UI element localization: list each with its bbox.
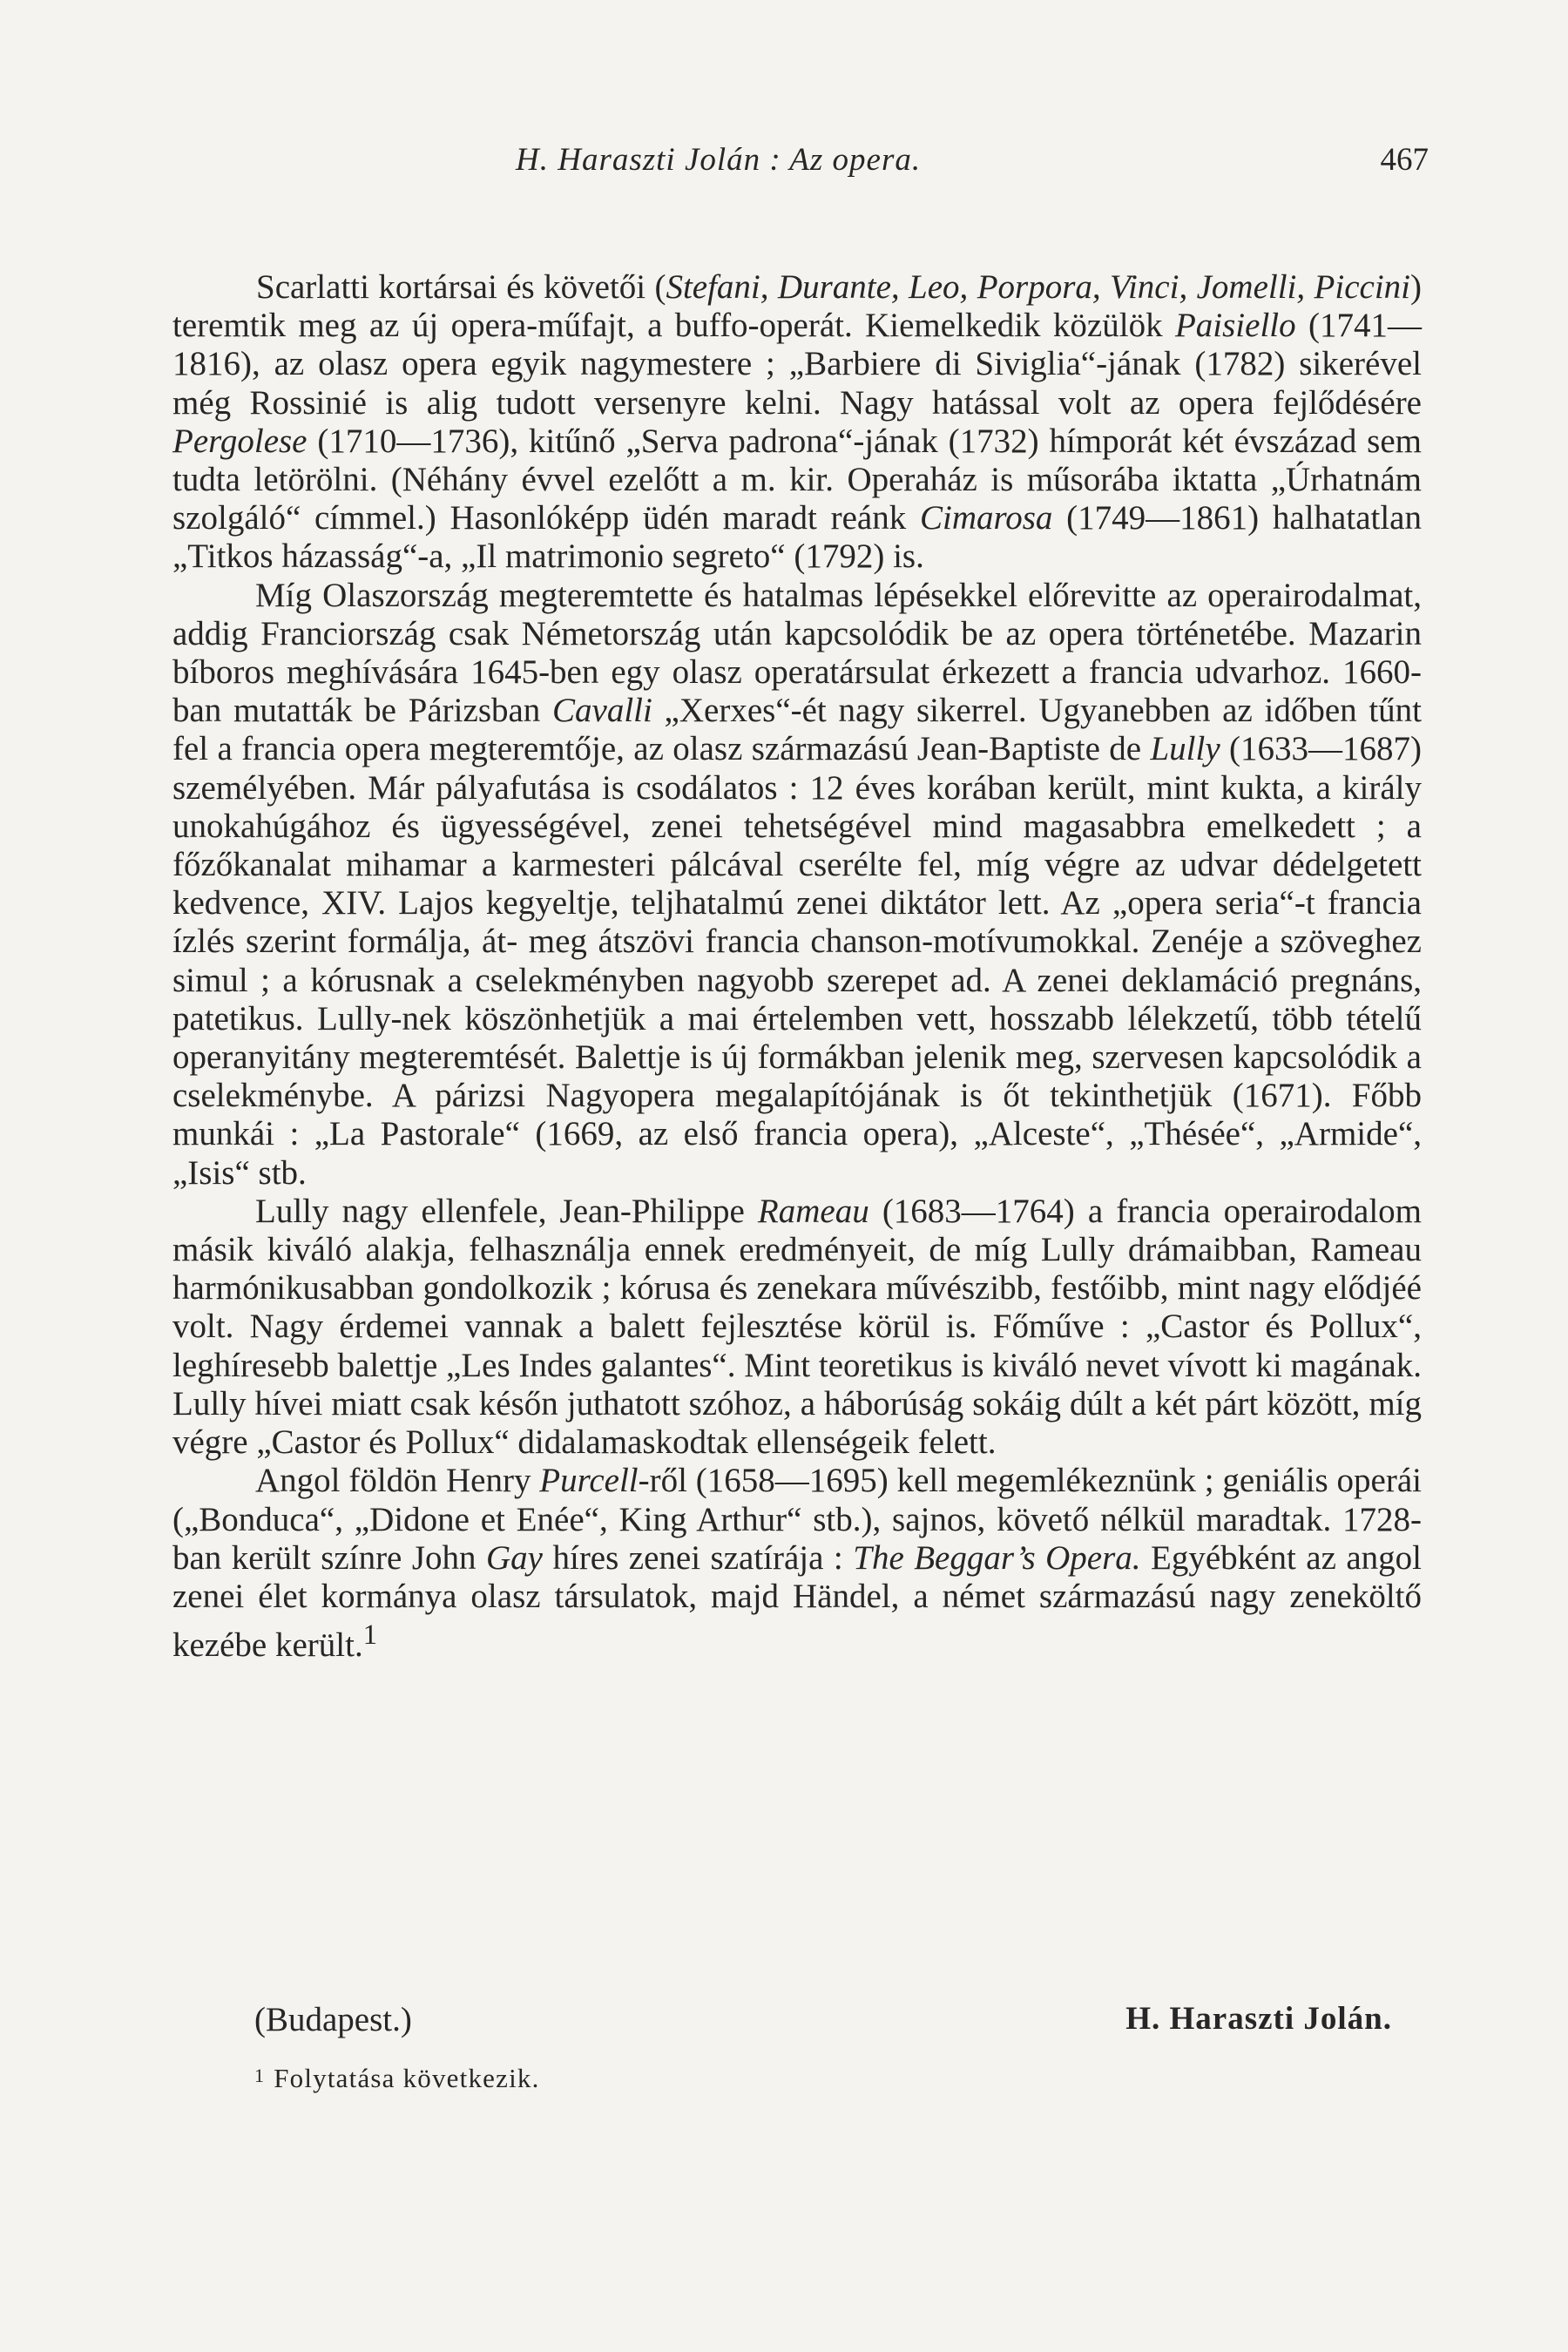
paragraph: Lully nagy ellenfele, Jean-Philippe Rameau (1683—1764) a francia operairodalom másik kiváló alakja, felhasználja ennek eredményeit, de míg Lully drámaibban, Rameau harmónikusabban gondolkozik ; kórusa és zenekara művészibb, festőibb, mint nagy elődjéé volt. Nagy érdemei vannak a balett fejlesztése körül is. Főműve : „Castor és Pollux“, leghíresebb balettje „Les Indes galantes“. Mint teoretikus is kiváló nevet vívott ki magának. Lully hívei miatt csak későn juthatott szóhoz, a háborúság sokáig dúlt a két párt között, míg végre „Castor és Pollux“ didalamaskodtak ellenségeik felett. (172, 1192, 1422, 1462)
footnote-marker: 1 (362, 1619, 377, 1652)
paragraph: Míg Olaszország megteremtette és hatalmas lépésekkel előrevitte az operairodalmat, addig Franciország csak Németország után kapcsolódik be az opera történetébe. Mazarin bíboros meghívására 1645-ben egy olasz operatársulat érkezett a francia udvarhoz. 1660-ban mutatták be Párizsban Cavalli „Xerxes“-ét nagy sikerrel. Ugyanebben az időben tűnt fel a francia opera megteremtője, az olasz származású Jean-Baptiste de Lully (1633—1687) személyében. Már pályafutása is csodálatos : 12 éves korában került, mint kukta, a király unokahúgához és ügyességével, zenei tehetségével mind magasabbra emelkedett ; a főzőkanalat mihamar a karmesteri pálcával cserélte fel, míg végre az udvar dédelgetett kedvence, XIV. Lajos kegyeltje, teljhatalmú zenei diktátor lett. Az „opera seria“-t francia ízlés szerint formálja, át- meg átszövi francia chanson-motívumokkal. Zenéje a szöveghez simul ; a kórusnak a cselekményben nagyobb szerepet ad. A zenei deklamáció pregnáns, patetikus. Lully-nek köszönhetjük a mai értelemben vett, hosszabb lélekzetű, több tételű operanyitány megteremtését. Balettje is új formákban jelenik meg, szervesen kapcsolódik a cselekménybe. A párizsi Nagyopera megalapítójának is őt tekinthetjük (1671). Főbb munkái : „La Pastorale“ (1669, az első francia opera), „Alceste“, „Thésée“, „Armide“, „Isis“ stb. (172, 576, 1422, 1192)
page-header (192, 141, 1429, 193)
place: (Budapest.) (254, 2001, 412, 2038)
footnote-text: Folytatása következik. (274, 2063, 540, 2093)
page-number: 467 (1380, 142, 1429, 178)
article-body (172, 268, 1422, 1665)
signoff (254, 2000, 1392, 2044)
paragraph: Scarlatti kortársai és követői (Stefani, Durante, Leo, Porpora, Vinci, Jomelli, Piccini) teremtik meg az új opera-műfajt, a buffo-operát. Kiemelkedik közülök Paisiello (1741—1816), az olasz opera egyik nagymestere ; „Barbiere di Siviglia“-jának (1782) sikerével még Rossinié is alig tudott versenyre kelni. Nagy hatással volt az opera fejlődésére Pergolese (1710—1736), kitűnő „Serva padrona“-jának (1732) hímporát két évszázad sem tudta letörölni. (Néhány évvel ezelőtt a m. kir. Operaház is műsorába iktatta „Úrhatnám szolgáló“ címmel.) Hasonlóképp üdén maradt reánk Cimarosa (1749—1861) halhatatlan „Titkos házasság“-a, „Il matrimonio segreto“ (1792) is. (172, 268, 1422, 576)
author-signature: H. Haraszti Jolán. (1125, 2001, 1392, 2037)
footnote (254, 2063, 540, 2094)
paragraph: Angol földön Henry Purcell-ről (1658—1695) kell megemlékeznünk ; geniális operái („Bonduca“, „Didone et Enée“, King Arthur“ stb.), sajnos, követő nélkül maradtak. 1728-ban került színre John Gay híres zenei szatírája : The Beggar’s Opera. Egyébként az angol zenei élet kormánya olasz társulatok, majd Händel, a német származású nagy zeneköltő kezébe került.$^1$ (172, 1462, 1423, 1665)
running-head: H. Haraszti Jolán : Az opera. (516, 142, 922, 178)
footnote-number: 1 (254, 2065, 266, 2086)
